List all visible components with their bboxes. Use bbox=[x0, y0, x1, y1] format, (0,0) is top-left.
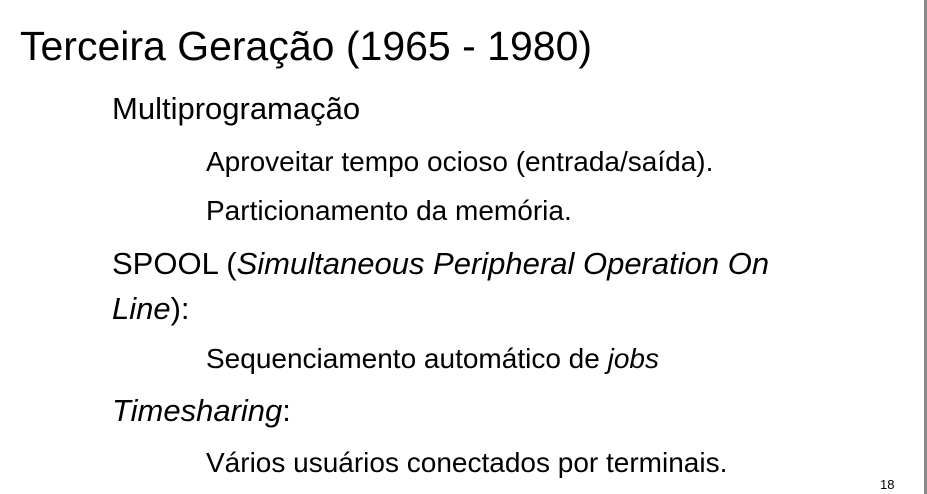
sequenciamento-text: Sequenciamento automático de bbox=[206, 343, 608, 374]
bullet-spool-continued bbox=[112, 293, 190, 324]
spool-expansion: Simultaneous Peripheral Operation On bbox=[236, 246, 770, 281]
sub-bullet-tempo-ocioso: Aproveitar tempo ocioso (entrada/saída). bbox=[206, 146, 714, 177]
bullet-multiprogramacao: Multiprogramação bbox=[112, 91, 361, 126]
spool-prefix: SPOOL ( bbox=[112, 246, 237, 281]
sub-bullet-particionamento: Particionamento da memória. bbox=[206, 195, 572, 226]
timesharing-colon: : bbox=[282, 393, 291, 428]
timesharing-term: Timesharing bbox=[112, 393, 283, 428]
jobs-term: jobs bbox=[607, 343, 659, 374]
slide-title: Terceira Geração (1965 - 1980) bbox=[20, 23, 593, 69]
bullet-spool bbox=[112, 248, 769, 279]
spool-suffix: ): bbox=[170, 291, 190, 326]
spool-expansion-end: Line bbox=[112, 291, 171, 326]
page-number: 18 bbox=[880, 477, 895, 492]
sub-bullet-usuarios: Vários usuários conectados por terminais. bbox=[206, 447, 728, 478]
sub-bullet-sequenciamento bbox=[206, 345, 659, 373]
bullet-timesharing bbox=[112, 395, 291, 426]
